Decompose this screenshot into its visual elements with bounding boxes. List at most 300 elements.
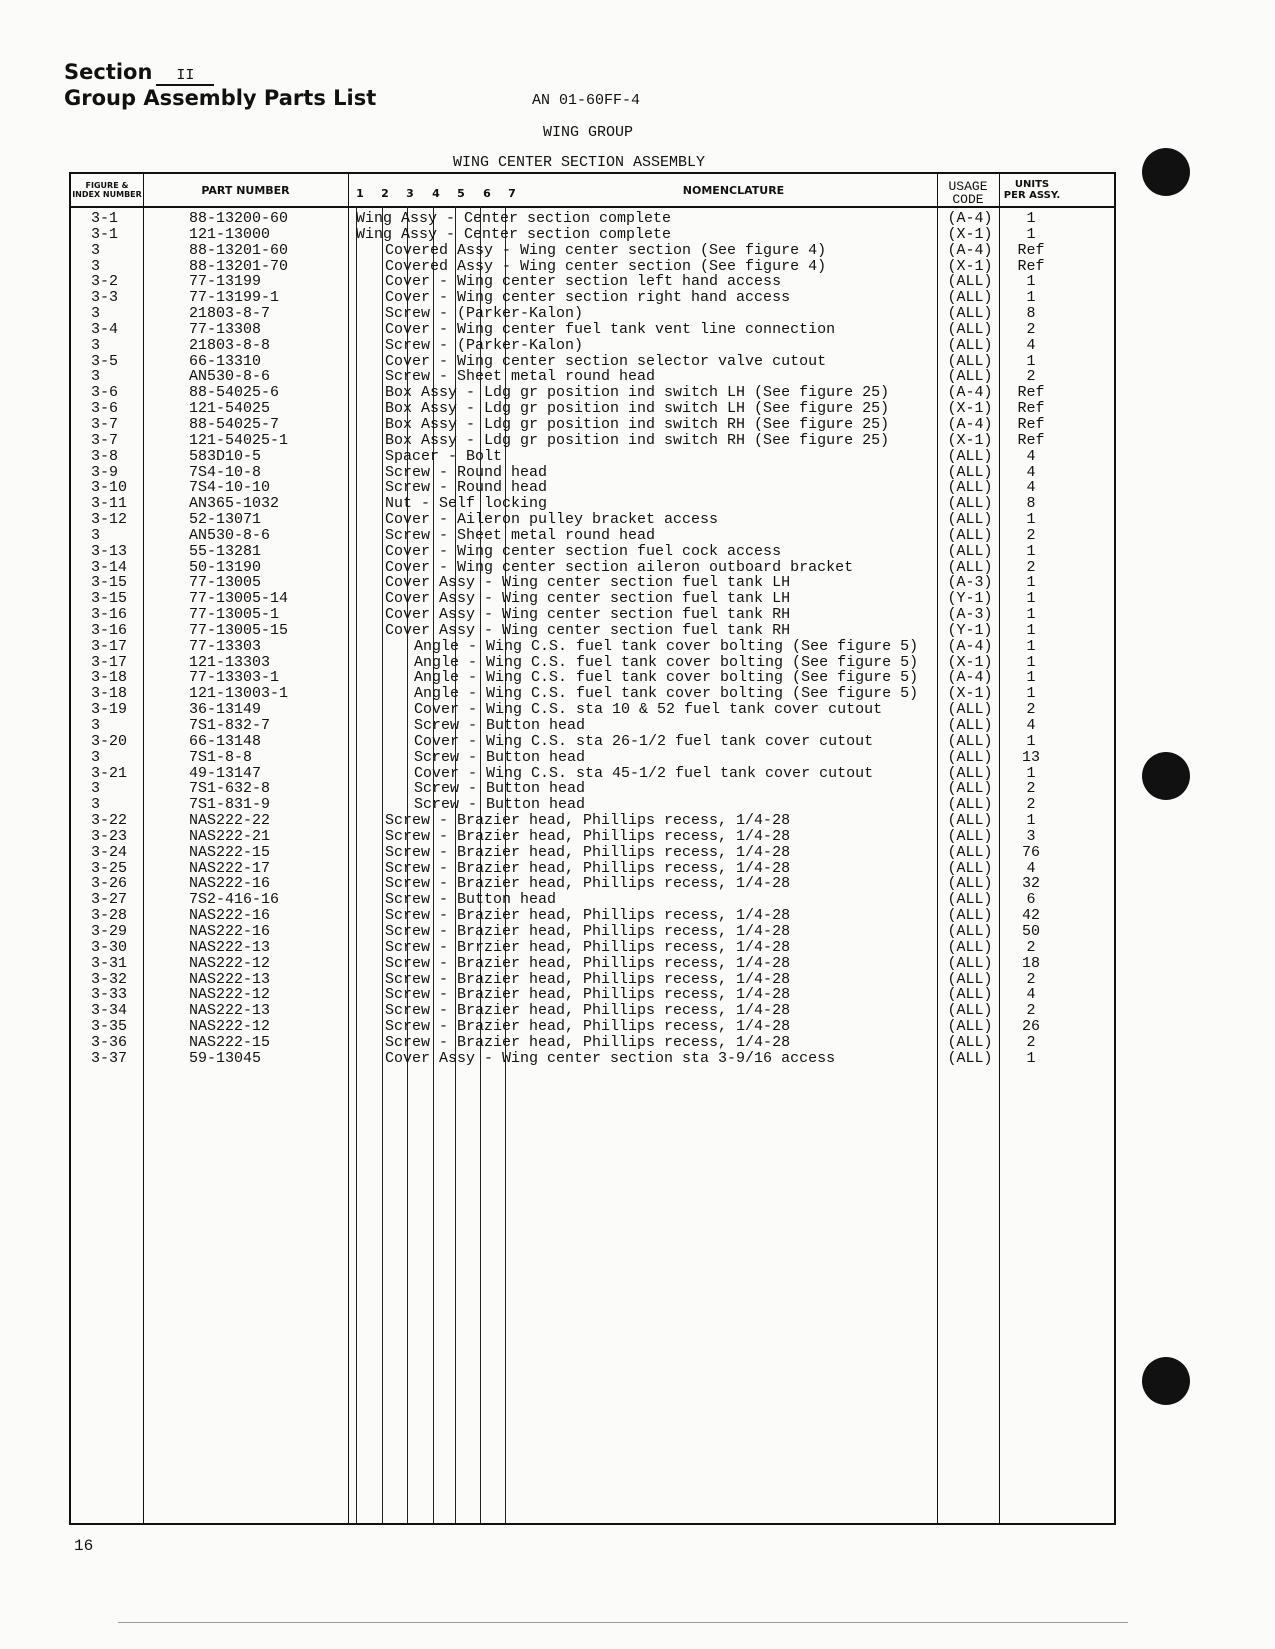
table-row bbox=[71, 797, 1114, 813]
figure-index-cell: 3-9 bbox=[91, 463, 119, 481]
nomenclature-cell: Cover Assy - Wing center section fuel tank RH bbox=[385, 621, 791, 639]
units-cell: 8 bbox=[1026, 305, 1036, 323]
part-number-cell: 77-13005-14 bbox=[189, 590, 289, 608]
units-cell: 26 bbox=[1021, 1018, 1040, 1036]
figure-index-cell: 3-3 bbox=[91, 289, 119, 307]
part-number-cell: 77-13303-1 bbox=[189, 669, 280, 687]
nomenclature-cell: Cover - Wing center fuel tank vent line connection bbox=[385, 320, 836, 338]
nomenclature-cell: Screw - Button head bbox=[414, 717, 586, 734]
table-row bbox=[71, 876, 1114, 892]
figure-index-cell: 3-28 bbox=[91, 907, 128, 925]
usage-code-cell: (ALL) bbox=[947, 954, 993, 972]
figure-index-cell: 3 bbox=[91, 336, 101, 354]
figure-index-cell: 3-34 bbox=[91, 1002, 128, 1020]
units-cell: 1 bbox=[1026, 590, 1036, 608]
units-cell: 1 bbox=[1026, 289, 1036, 307]
usage-code-cell: (ALL) bbox=[947, 558, 993, 576]
figure-index-cell: 3-16 bbox=[91, 606, 128, 624]
nomenclature-cell: Cover Assy - Wing center section fuel tank LH bbox=[385, 574, 791, 592]
part-number-cell: NAS222-16 bbox=[189, 922, 271, 940]
nomenclature-cell: Screw - Brazier head, Phillips recess, 1/4-28 bbox=[385, 1018, 791, 1036]
usage-code-cell: (A-4) bbox=[947, 241, 993, 259]
nomenclature-cell: Wing Assy - Center section complete bbox=[356, 225, 672, 243]
units-cell: 1 bbox=[1026, 685, 1036, 703]
table-row bbox=[71, 528, 1114, 544]
usage-code-cell: (ALL) bbox=[947, 812, 993, 830]
table-row bbox=[71, 243, 1114, 259]
table-row bbox=[71, 496, 1114, 512]
figure-index-cell: 3-12 bbox=[91, 511, 128, 529]
nomenclature-cell: Screw - Brazier head, Phillips recess, 1/4-28 bbox=[385, 859, 791, 877]
figure-index-cell: 3 bbox=[91, 526, 101, 544]
part-number-cell: 77-13005 bbox=[189, 574, 262, 592]
units-cell: 1 bbox=[1026, 542, 1036, 560]
units-cell: 32 bbox=[1021, 875, 1040, 893]
figure-index-cell: 3-1 bbox=[91, 225, 119, 243]
table-row bbox=[71, 829, 1114, 845]
units-cell: 1 bbox=[1026, 210, 1036, 227]
units-cell: 50 bbox=[1021, 922, 1040, 940]
table-row bbox=[71, 623, 1114, 639]
part-number-cell: 88-54025-6 bbox=[189, 384, 280, 402]
units-cell: Ref bbox=[1017, 384, 1045, 402]
nomenclature-cell: Box Assy - Ldg gr position ind switch LH (See figure 25) bbox=[385, 384, 890, 402]
table-row bbox=[71, 813, 1114, 829]
nomenclature-cell: Screw - Brazier head, Phillips recess, 1/4-28 bbox=[385, 970, 791, 988]
part-number-cell: 66-13310 bbox=[189, 352, 262, 370]
usage-code-cell: (ALL) bbox=[947, 495, 993, 513]
part-number-cell: 7S1-632-8 bbox=[189, 780, 271, 798]
figure-index-cell: 3-36 bbox=[91, 1033, 128, 1051]
nomenclature-cell: Screw - Button head bbox=[414, 748, 586, 766]
figure-index-cell: 3-7 bbox=[91, 431, 119, 449]
part-number-cell: 7S1-831-9 bbox=[189, 796, 271, 814]
part-number-cell: 583D10-5 bbox=[189, 447, 262, 465]
nomenclature-cell: Wing Assy - Center section complete bbox=[356, 210, 672, 227]
header-usage-line2: CODE bbox=[952, 192, 984, 207]
figure-index-cell: 3-4 bbox=[91, 320, 119, 338]
nomenclature-cell: Cover - Wing C.S. sta 26-1/2 fuel tank cover cutout bbox=[414, 732, 874, 750]
part-number-cell: NAS222-17 bbox=[189, 859, 271, 877]
table-row bbox=[71, 1035, 1114, 1051]
table-row bbox=[71, 1019, 1114, 1035]
nomenclature-cell: Screw - Sheet metal round head bbox=[385, 368, 656, 386]
nomenclature-cell: Angle - Wing C.S. fuel tank cover bolting (See figure 5) bbox=[414, 637, 919, 655]
figure-index-cell: 3 bbox=[91, 241, 101, 259]
part-number-cell: NAS222-13 bbox=[189, 1002, 271, 1020]
figure-index-cell: 3-30 bbox=[91, 938, 128, 956]
units-cell: 13 bbox=[1021, 748, 1040, 766]
nomenclature-cell: Cover - Wing C.S. sta 45-1/2 fuel tank cover cutout bbox=[414, 764, 874, 782]
part-number-cell: 77-13199-1 bbox=[189, 289, 280, 307]
table-row bbox=[71, 670, 1114, 686]
usage-code-cell: (ALL) bbox=[947, 511, 993, 529]
table-row bbox=[71, 560, 1114, 576]
nomenclature-cell: Screw - Brazier head, Phillips recess, 1/4-28 bbox=[385, 1002, 791, 1020]
table-row bbox=[71, 465, 1114, 481]
part-number-cell: 49-13147 bbox=[189, 764, 262, 782]
nomenclature-cell: Box Assy - Ldg gr position ind switch LH (See figure 25) bbox=[385, 400, 890, 418]
figure-index-cell: 3-10 bbox=[91, 479, 128, 497]
part-number-cell: 77-13005-15 bbox=[189, 621, 289, 639]
figure-index-cell: 3-29 bbox=[91, 922, 128, 940]
usage-code-cell: (ALL) bbox=[947, 827, 993, 845]
usage-code-cell: (ALL) bbox=[947, 289, 993, 307]
table-row bbox=[71, 417, 1114, 433]
table-row bbox=[71, 211, 1114, 227]
part-number-cell: 121-54025 bbox=[189, 400, 271, 418]
usage-code-cell: (X-1) bbox=[947, 400, 993, 418]
header-divider bbox=[71, 206, 1114, 208]
table-row bbox=[71, 972, 1114, 988]
table-row bbox=[71, 956, 1114, 972]
part-number-cell: 52-13071 bbox=[189, 511, 262, 529]
part-number-cell: AN530-8-6 bbox=[189, 526, 271, 544]
figure-index-cell: 3 bbox=[91, 305, 101, 323]
nomenclature-cell: Screw - Button head bbox=[414, 780, 586, 798]
figure-index-cell: 3-22 bbox=[91, 812, 128, 830]
figure-index-cell: 3-17 bbox=[91, 653, 128, 671]
units-cell: 1 bbox=[1026, 273, 1036, 291]
units-cell: Ref bbox=[1017, 415, 1045, 433]
usage-code-cell: (Y-1) bbox=[947, 621, 993, 639]
units-cell: 4 bbox=[1026, 336, 1036, 354]
figure-index-cell: 3-14 bbox=[91, 558, 128, 576]
units-cell: 4 bbox=[1026, 479, 1036, 497]
usage-code-cell: (A-3) bbox=[947, 574, 993, 592]
figure-index-cell: 3-18 bbox=[91, 669, 128, 687]
units-cell: 1 bbox=[1026, 732, 1036, 750]
part-number-cell: 121-54025-1 bbox=[189, 431, 289, 449]
table-row bbox=[71, 607, 1114, 623]
nomenclature-cell: Box Assy - Ldg gr position ind switch RH (See figure 25) bbox=[385, 431, 890, 449]
figure-index-cell: 3-11 bbox=[91, 495, 128, 513]
header-level-1: 1 bbox=[356, 187, 364, 200]
usage-code-cell: (ALL) bbox=[947, 938, 993, 956]
nomenclature-cell: Screw - Brazier head, Phillips recess, 1/4-28 bbox=[385, 812, 791, 830]
figure-index-cell: 3-20 bbox=[91, 732, 128, 750]
units-cell: 1 bbox=[1026, 1049, 1036, 1067]
part-number-cell: 21803-8-7 bbox=[189, 305, 271, 323]
usage-code-cell: (ALL) bbox=[947, 859, 993, 877]
units-cell: 42 bbox=[1021, 907, 1040, 925]
part-number-cell: 7S4-10-10 bbox=[189, 479, 271, 497]
units-cell: 4 bbox=[1026, 986, 1036, 1004]
nomenclature-cell: Screw - (Parker-Kalon) bbox=[385, 305, 584, 323]
table-row bbox=[71, 655, 1114, 671]
table-row bbox=[71, 861, 1114, 877]
figure-index-cell: 3-16 bbox=[91, 621, 128, 639]
header-level-4: 4 bbox=[432, 187, 440, 200]
nomenclature-cell: Cover Assy - Wing center section fuel tank LH bbox=[385, 590, 791, 608]
units-cell: 1 bbox=[1026, 225, 1036, 243]
usage-code-cell: (ALL) bbox=[947, 843, 993, 861]
units-cell: 18 bbox=[1021, 954, 1040, 972]
table-row bbox=[71, 924, 1114, 940]
table-row bbox=[71, 259, 1114, 275]
usage-code-cell: (ALL) bbox=[947, 463, 993, 481]
nomenclature-cell: Screw - Brazier head, Phillips recess, 1/4-28 bbox=[385, 954, 791, 972]
figure-index-cell: 3-18 bbox=[91, 685, 128, 703]
part-number-cell: NAS222-22 bbox=[189, 812, 271, 830]
part-number-cell: 121-13000 bbox=[189, 225, 271, 243]
usage-code-cell: (ALL) bbox=[947, 986, 993, 1004]
units-cell: 3 bbox=[1026, 827, 1036, 845]
table-row bbox=[71, 274, 1114, 290]
part-number-cell: NAS222-12 bbox=[189, 954, 271, 972]
table-row bbox=[71, 354, 1114, 370]
section-number: II bbox=[156, 67, 214, 86]
page-edge-line bbox=[118, 1622, 1128, 1623]
usage-code-cell: (ALL) bbox=[947, 479, 993, 497]
table-row bbox=[71, 449, 1114, 465]
part-number-cell: NAS222-13 bbox=[189, 970, 271, 988]
usage-code-cell: (ALL) bbox=[947, 748, 993, 766]
part-number-cell: NAS222-16 bbox=[189, 875, 271, 893]
table-row bbox=[71, 306, 1114, 322]
nomenclature-cell: Covered Assy - Wing center section (See figure 4) bbox=[385, 241, 827, 259]
part-number-cell: AN530-8-6 bbox=[189, 368, 271, 386]
part-number-cell: NAS222-12 bbox=[189, 986, 271, 1004]
table-row bbox=[71, 718, 1114, 734]
header-level-3: 3 bbox=[406, 187, 414, 200]
figure-index-cell: 3-13 bbox=[91, 542, 128, 560]
units-cell: 4 bbox=[1026, 859, 1036, 877]
usage-code-cell: (A-4) bbox=[947, 669, 993, 687]
page-number: 16 bbox=[74, 1537, 94, 1555]
part-number-cell: 50-13190 bbox=[189, 558, 262, 576]
figure-index-cell: 3-25 bbox=[91, 859, 128, 877]
usage-code-cell: (ALL) bbox=[947, 970, 993, 988]
nomenclature-cell: Screw - Brazier head, Phillips recess, 1/4-28 bbox=[385, 922, 791, 940]
figure-index-cell: 3-27 bbox=[91, 891, 128, 909]
usage-code-cell: (ALL) bbox=[947, 447, 993, 465]
usage-code-cell: (A-4) bbox=[947, 637, 993, 655]
nomenclature-cell: Cover - Wing center section selector valve cutout bbox=[385, 352, 827, 370]
nomenclature-cell: Cover - Wing C.S. sta 10 & 52 fuel tank cover cutout bbox=[414, 701, 883, 719]
usage-code-cell: (A-4) bbox=[947, 415, 993, 433]
usage-code-cell: (ALL) bbox=[947, 1018, 993, 1036]
figure-index-cell: 3 bbox=[91, 368, 101, 386]
table-row bbox=[71, 781, 1114, 797]
table-row bbox=[71, 512, 1114, 528]
part-number-cell: 88-54025-7 bbox=[189, 415, 280, 433]
figure-index-cell: 3-6 bbox=[91, 384, 119, 402]
part-number-cell: NAS222-21 bbox=[189, 827, 271, 845]
nomenclature-cell: Screw - Brazier head, Phillips recess, 1/4-28 bbox=[385, 986, 791, 1004]
usage-code-cell: (A-3) bbox=[947, 606, 993, 624]
usage-code-cell: (A-4) bbox=[947, 210, 993, 227]
usage-code-cell: (ALL) bbox=[947, 305, 993, 323]
binder-hole bbox=[1142, 1357, 1190, 1405]
group-title: Group Assembly Parts List bbox=[64, 86, 377, 110]
figure-index-cell: 3-31 bbox=[91, 954, 128, 972]
figure-index-cell: 3-7 bbox=[91, 415, 119, 433]
table-row bbox=[71, 639, 1114, 655]
units-cell: 2 bbox=[1026, 1033, 1036, 1051]
units-cell: 2 bbox=[1026, 701, 1036, 719]
nomenclature-cell: Spacer - Bolt bbox=[385, 447, 503, 465]
nomenclature-cell: Screw - Brazier head, Phillips recess, 1/4-28 bbox=[385, 1033, 791, 1051]
header-level-6: 6 bbox=[483, 187, 491, 200]
header-part-number: PART NUMBER bbox=[201, 183, 290, 197]
header-figure-line2: INDEX NUMBER bbox=[72, 190, 142, 199]
table-row bbox=[71, 401, 1114, 417]
usage-code-cell: (ALL) bbox=[947, 796, 993, 814]
table-row bbox=[71, 750, 1114, 766]
part-number-cell: AN365-1032 bbox=[189, 495, 280, 513]
nomenclature-cell: Screw - Brazier head, Phillips recess, 1/4-28 bbox=[385, 843, 791, 861]
table-row bbox=[71, 385, 1114, 401]
nomenclature-cell: Screw - Round head bbox=[385, 479, 548, 497]
nomenclature-cell: Angle - Wing C.S. fuel tank cover bolting (See figure 5) bbox=[414, 669, 919, 687]
usage-code-cell: (ALL) bbox=[947, 907, 993, 925]
units-cell: 2 bbox=[1026, 526, 1036, 544]
table-row bbox=[71, 1003, 1114, 1019]
usage-code-cell: (ALL) bbox=[947, 701, 993, 719]
nomenclature-cell: Cover - Wing center section fuel cock access bbox=[385, 542, 782, 560]
units-cell: 2 bbox=[1026, 938, 1036, 956]
figure-index-cell: 3 bbox=[91, 257, 101, 275]
header-level-5: 5 bbox=[457, 187, 465, 200]
table-row bbox=[71, 575, 1114, 591]
parts-table bbox=[69, 172, 1116, 1525]
usage-code-cell: (ALL) bbox=[947, 336, 993, 354]
header-units-line2: PER ASSY. bbox=[1003, 190, 1061, 201]
usage-code-cell: (ALL) bbox=[947, 922, 993, 940]
units-cell: 2 bbox=[1026, 320, 1036, 338]
table-row bbox=[71, 322, 1114, 338]
units-cell: 1 bbox=[1026, 764, 1036, 782]
table-row bbox=[71, 987, 1114, 1003]
header-units-per-assy bbox=[1001, 174, 1063, 206]
assembly-title: WING CENTER SECTION ASSEMBLY bbox=[453, 154, 706, 171]
figure-index-cell: 3-26 bbox=[91, 875, 128, 893]
usage-code-cell: (X-1) bbox=[947, 431, 993, 449]
figure-index-cell: 3-19 bbox=[91, 701, 128, 719]
units-cell: Ref bbox=[1017, 400, 1045, 418]
table-row bbox=[71, 766, 1114, 782]
nomenclature-cell: Cover Assy - Wing center section fuel tank RH bbox=[385, 606, 791, 624]
nomenclature-cell: Cover - Aileron pulley bracket access bbox=[385, 511, 719, 529]
nomenclature-cell: Screw - Brazier head, Phillips recess, 1/4-28 bbox=[385, 827, 791, 845]
units-cell: 2 bbox=[1026, 368, 1036, 386]
header-figure-line1: FIGURE & bbox=[85, 181, 129, 190]
usage-code-cell: (X-1) bbox=[947, 225, 993, 243]
part-number-cell: 121-13003-1 bbox=[189, 685, 289, 703]
nomenclature-cell: Screw - Button head bbox=[385, 891, 557, 909]
usage-code-cell: (A-4) bbox=[947, 384, 993, 402]
units-cell: 1 bbox=[1026, 669, 1036, 687]
units-cell: 2 bbox=[1026, 780, 1036, 798]
part-number-cell: 77-13005-1 bbox=[189, 606, 280, 624]
table-body bbox=[71, 211, 1114, 1067]
figure-index-cell: 3 bbox=[91, 796, 101, 814]
figure-index-cell: 3-35 bbox=[91, 1018, 128, 1036]
figure-index-cell: 3-8 bbox=[91, 447, 119, 465]
table-row bbox=[71, 734, 1114, 750]
section-label bbox=[64, 60, 214, 86]
part-number-cell: 66-13148 bbox=[189, 732, 262, 750]
usage-code-cell: (ALL) bbox=[947, 526, 993, 544]
units-cell: 1 bbox=[1026, 574, 1036, 592]
usage-code-cell: (Y-1) bbox=[947, 590, 993, 608]
table-row bbox=[71, 544, 1114, 560]
header-nomenclature: NOMENCLATURE bbox=[682, 183, 785, 197]
units-cell: 1 bbox=[1026, 653, 1036, 671]
table-row bbox=[71, 227, 1114, 243]
part-number-cell: 59-13045 bbox=[189, 1049, 262, 1067]
nomenclature-cell: Screw - (Parker-Kalon) bbox=[385, 336, 584, 354]
figure-index-cell: 3-37 bbox=[91, 1049, 128, 1067]
units-cell: 1 bbox=[1026, 637, 1036, 655]
units-cell: 2 bbox=[1026, 970, 1036, 988]
figure-index-cell: 3-15 bbox=[91, 574, 128, 592]
units-cell: 8 bbox=[1026, 495, 1036, 513]
nomenclature-cell: Cover - Wing center section aileron outboard bracket bbox=[385, 558, 854, 576]
nomenclature-cell: Cover - Wing center section left hand access bbox=[385, 273, 782, 291]
header-figure-index bbox=[71, 174, 143, 206]
usage-code-cell: (ALL) bbox=[947, 891, 993, 909]
header-usage-code bbox=[937, 174, 999, 208]
part-number-cell: 55-13281 bbox=[189, 542, 262, 560]
part-number-cell: 7S4-10-8 bbox=[189, 463, 262, 481]
units-cell: 6 bbox=[1026, 891, 1036, 909]
units-cell: 1 bbox=[1026, 352, 1036, 370]
figure-index-cell: 3-6 bbox=[91, 400, 119, 418]
units-cell: 4 bbox=[1026, 463, 1036, 481]
header-level-2: 2 bbox=[381, 187, 389, 200]
header-level-7: 7 bbox=[508, 187, 516, 200]
part-number-cell: 7S1-832-7 bbox=[189, 717, 271, 734]
figure-index-cell: 3 bbox=[91, 717, 101, 734]
nomenclature-cell: Screw - Button head bbox=[414, 796, 586, 814]
nomenclature-cell: Screw - Brazier head, Phillips recess, 1/4-28 bbox=[385, 875, 791, 893]
usage-code-cell: (ALL) bbox=[947, 764, 993, 782]
part-number-cell: 7S1-8-8 bbox=[189, 748, 253, 766]
part-number-cell: 21803-8-8 bbox=[189, 336, 271, 354]
units-cell: 1 bbox=[1026, 606, 1036, 624]
usage-code-cell: (ALL) bbox=[947, 1033, 993, 1051]
figure-index-cell: 3 bbox=[91, 748, 101, 766]
binder-hole bbox=[1142, 752, 1190, 800]
units-cell: 4 bbox=[1026, 717, 1036, 734]
document-number: AN 01-60FF-4 bbox=[532, 92, 641, 109]
usage-code-cell: (ALL) bbox=[947, 320, 993, 338]
section-label-text: Section bbox=[64, 60, 153, 84]
units-cell: 2 bbox=[1026, 796, 1036, 814]
nomenclature-cell: Cover - Wing center section right hand access bbox=[385, 289, 791, 307]
table-row bbox=[71, 338, 1114, 354]
nomenclature-cell: Screw - Brazier head, Phillips recess, 1/4-28 bbox=[385, 907, 791, 925]
table-row bbox=[71, 940, 1114, 956]
header-units-line1: UNITS bbox=[1014, 179, 1050, 190]
table-row bbox=[71, 480, 1114, 496]
figure-index-cell: 3-15 bbox=[91, 590, 128, 608]
part-number-cell: 88-13200-60 bbox=[189, 210, 289, 227]
nomenclature-cell: Cover Assy - Wing center section sta 3-9/16 access bbox=[385, 1049, 836, 1067]
usage-code-cell: (ALL) bbox=[947, 368, 993, 386]
figure-index-cell: 3-33 bbox=[91, 986, 128, 1004]
part-number-cell: 7S2-416-16 bbox=[189, 891, 280, 909]
table-row bbox=[71, 892, 1114, 908]
part-number-cell: NAS222-16 bbox=[189, 907, 271, 925]
units-cell: 1 bbox=[1026, 812, 1036, 830]
table-row bbox=[71, 369, 1114, 385]
figure-index-cell: 3-24 bbox=[91, 843, 128, 861]
figure-index-cell: 3-21 bbox=[91, 764, 128, 782]
group-name: WING GROUP bbox=[543, 124, 634, 141]
